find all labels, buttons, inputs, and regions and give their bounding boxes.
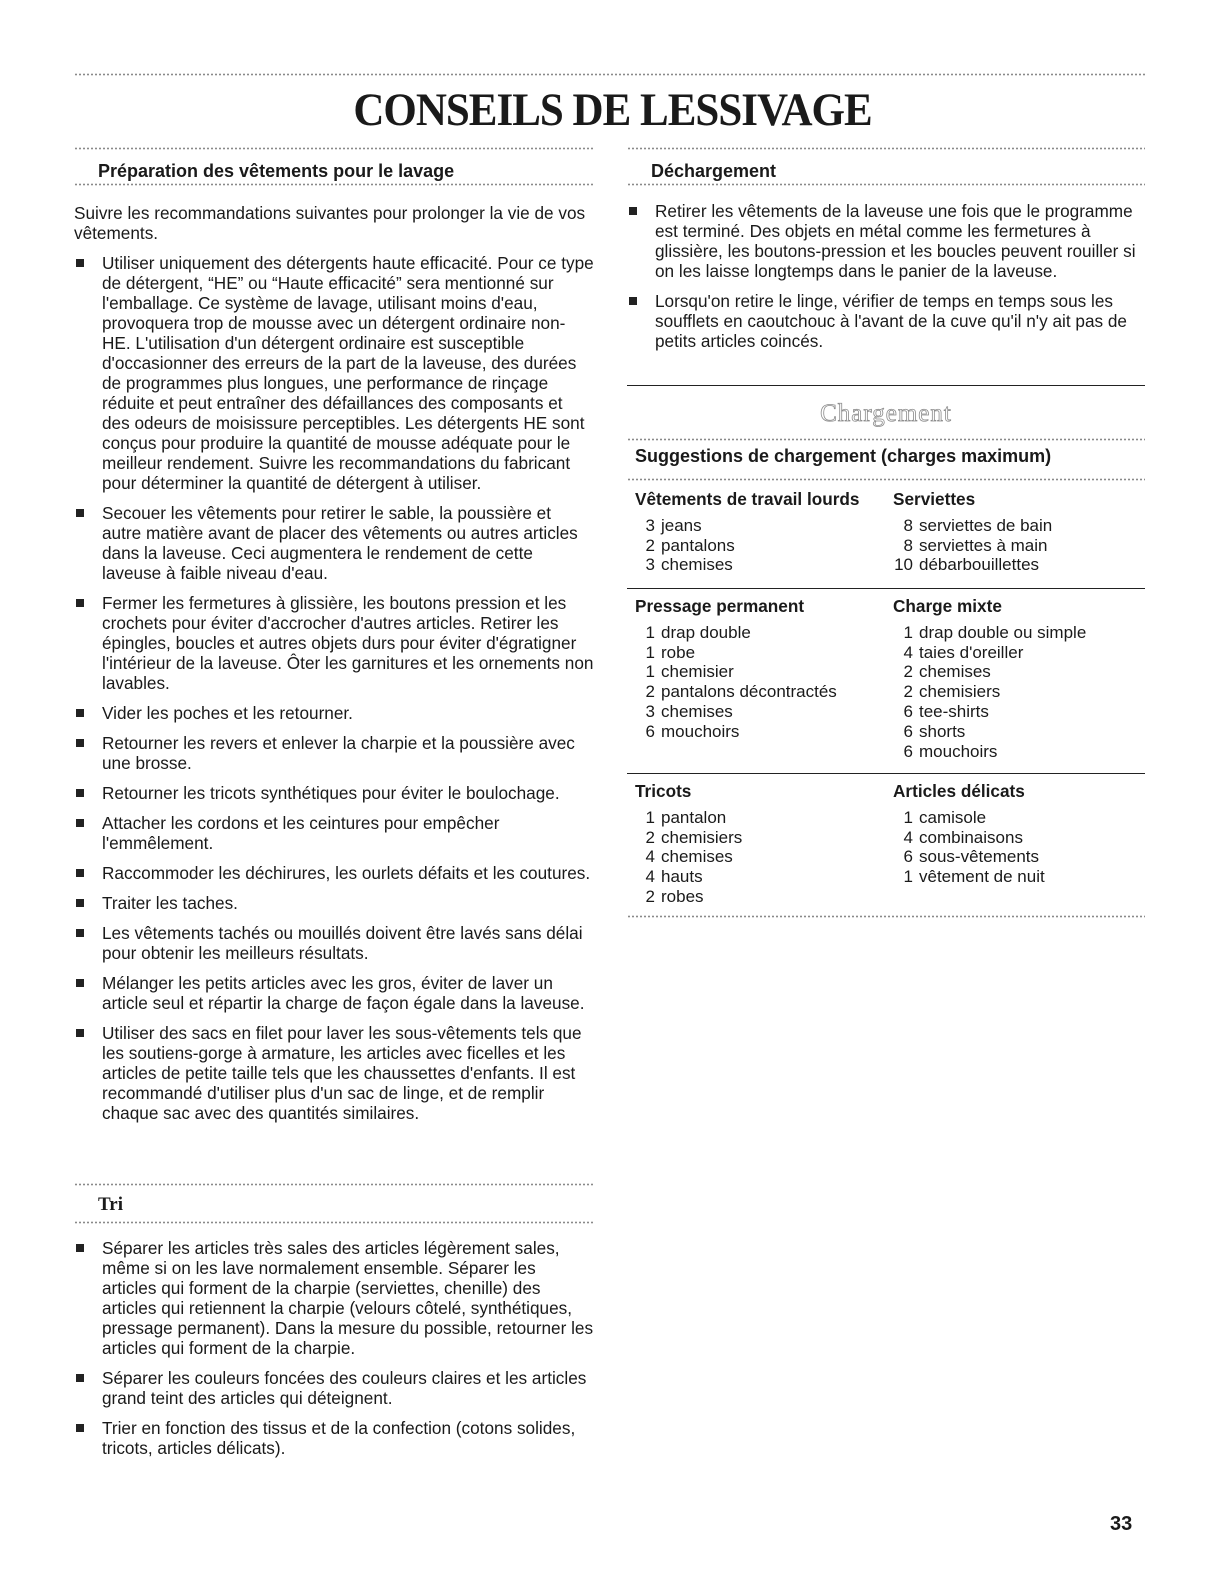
item-qty: 4 [903,642,913,662]
item-qty: 1 [645,807,655,827]
list-item [893,623,1143,643]
list-item: Attacher les cordons et les ceintures pour empêcher l'emmêlement. [74,813,594,853]
item-qty: 1 [645,642,655,662]
item-qty: 6 [903,847,913,867]
load-group-heading: Articles délicats [893,781,1025,801]
list-item: Raccommoder les déchirures, les ourlets défaits et les coutures. [74,863,594,883]
list-item [635,536,885,556]
list-item: Séparer les articles très sales des articles légèrement sales, même si on les lave normalement ensemble. Séparer les articles qui forment de la charpie (serviettes, chenille) des articles qui retiennent la charpie (velours côtelé, synthétiques, pressage permanent). Dans la mesure du possible, retourner les articles qui forment de la charpie. [74,1238,594,1358]
left-column [74,150,594,1123]
list-item [635,662,885,682]
page-title: CONSEILS DE LESSIVAGE [353,85,872,136]
item-qty: 1 [645,622,655,642]
list-item [893,828,1143,848]
item-name: chemises [661,701,733,721]
list-item [635,702,885,722]
dechargement-rule-bottom [627,183,1145,186]
list-item [893,722,1143,742]
load-group-heading: Vêtements de travail lourds [635,489,860,509]
tri-rule-top [74,1183,594,1186]
item-name: tee-shirts [919,701,989,721]
load-group-heading: Tricots [635,781,692,801]
item-qty: 4 [645,867,655,887]
load-group [635,490,885,575]
list-item: Retourner les revers et enlever la charpie et la poussière avec une brosse. [74,733,594,773]
list-item: Vider les poches et les retourner. [74,703,594,723]
top-rule [74,73,1145,76]
item-name: serviettes à main [919,535,1048,555]
chargement-divider [627,385,1145,386]
list-item [635,682,885,702]
item-name: pantalon [661,807,727,827]
item-name: robe [661,642,696,662]
tri-list [74,1238,594,1458]
list-item: Trier en fonction des tissus et de la confection (cotons solides, tricots, articles délicats). [74,1418,594,1458]
item-qty: 6 [645,721,655,741]
item-name: drap double ou simple [919,622,1087,642]
chargement-rule-bottom [627,915,1145,918]
list-item: Lorsqu'on retire le linge, vérifier de temps en temps sous les soufflets en caoutchouc à l'avant de la cuve qu'il n'y ait pas de petits articles coincés. [627,291,1145,351]
list-item [893,867,1143,887]
list-item [893,536,1143,556]
preparation-intro: Suivre les recommandations suivantes pour prolonger la vie de vos vêtements. [74,203,586,243]
item-qty: 2 [903,662,913,682]
list-item [635,828,885,848]
item-qty: 4 [903,827,913,847]
item-qty: 1 [903,622,913,642]
item-name: pantalons [661,535,735,555]
list-item [635,722,885,742]
load-group [893,490,1143,575]
chargement-subheading: Suggestions de chargement (charges maximum) [635,446,1052,466]
list-item: Traiter les taches. [74,893,594,913]
item-qty: 3 [645,555,655,575]
item-qty: 6 [903,741,913,761]
suggestions-rule [627,478,1145,481]
chargement-title: Chargement [820,400,952,427]
tri-rule-bottom [74,1221,594,1224]
list-item [635,808,885,828]
preparation-list [74,253,594,1123]
item-name: drap double [661,622,751,642]
item-name: mouchoirs [661,721,740,741]
list-item [635,643,885,663]
list-item [635,887,885,907]
item-name: chemises [919,662,991,682]
item-name: chemises [661,847,733,867]
list-item: Fermer les fermetures à glissière, les boutons pression et les crochets pour éviter d'accrocher d'autres articles. Retirer les épingles, boucles et autres objets durs pour éviter d'égratigner l'intérieur de la laveuse. Ôter les garnitures et les ornements non lavables. [74,593,594,693]
item-name: camisole [919,807,987,827]
item-name: jeans [661,515,702,535]
item-name: robes [661,886,704,906]
item-qty: 1 [903,807,913,827]
item-name: pantalons décontractés [661,682,837,702]
item-qty: 2 [645,886,655,906]
preparation-heading: Préparation des vêtements pour le lavage [98,161,455,181]
list-item: Utiliser uniquement des détergents haute efficacité. Pour ce type de détergent, “HE” ou “Haute efficacité” sera mentionné sur l'emballage. Ce système de lavage, utilisant moins d'eau, provoquera trop de mousse avec un détergent ordinaire non-HE. L'utilisation d'un détergent ordinaire est susceptible d'occasionner des erreurs de la part de la laveuse, des durées de programmes plus longues, une performance de rinçage réduite et peut entraîner des défaillances des composants et des odeurs de moisissure perceptibles. Les détergents HE sont conçus pour produire la quantité de mousse adéquate pour le meilleur rendement. Suivre les recommandations du fabricant pour déterminer la quantité de détergent à utiliser. [74,253,594,493]
item-qty: 2 [645,682,655,702]
list-item [893,643,1143,663]
item-qty: 8 [903,535,913,555]
list-item: Les vêtements tachés ou mouillés doivent être lavés sans délai pour obtenir les meilleurs résultats. [74,923,594,963]
item-name: chemisiers [661,827,743,847]
dechargement-section [627,191,1145,351]
page-number: 33 [1110,1513,1133,1535]
list-item [893,847,1143,867]
list-item: Utiliser des sacs en filet pour laver les sous-vêtements tels que les soutiens-gorge à armature, les articles avec ficelles et les articles de petite taille tels que les chaussettes d'enfants. Il est recommandé d'utiliser plus d'un sac de linge, et de remplir chaque sac avec des quantités similaires. [74,1023,594,1123]
item-name: taies d'oreiller [919,642,1024,662]
list-item [635,623,885,643]
item-name: débarbouillettes [919,555,1040,575]
list-item [893,662,1143,682]
load-group [893,782,1143,887]
list-item [893,808,1143,828]
item-name: mouchoirs [919,741,998,761]
item-qty: 4 [645,847,655,867]
dechargement-heading: Déchargement [651,161,777,181]
item-name: chemises [661,555,733,575]
list-item: Mélanger les petits articles avec les gros, éviter de laver un article seul et répartir la charge de façon égale dans la laveuse. [74,973,594,1013]
item-qty: 6 [903,701,913,721]
tri-section [74,1228,594,1458]
list-item: Secouer les vêtements pour retirer le sable, la poussière et autre matière avant de placer des vêtements ou autres articles dans la laveuse. Ceci augmentera le rendement de cette laveuse à faible niveau d'eau. [74,503,594,583]
list-item [635,867,885,887]
list-item [893,682,1143,702]
dechargement-rule-top [627,147,1145,150]
group-divider [627,773,1145,774]
list-item [893,516,1143,536]
item-qty: 8 [903,515,913,535]
item-qty: 6 [903,721,913,741]
load-group-heading: Charge mixte [893,596,1002,616]
list-item: Retirer les vêtements de la laveuse une fois que le programme est terminé. Des objets en métal comme les fermetures à glissière, les boutons-pression et les boucles peuvent rouiller si on les laisse longtemps dans le panier de la laveuse. [627,201,1145,281]
item-name: sous-vêtements [919,847,1039,867]
list-item [635,516,885,536]
item-name: chemisiers [919,682,1001,702]
dechargement-list [627,201,1145,351]
load-group-heading: Serviettes [893,489,976,509]
load-group [635,597,885,742]
tri-heading: Tri [98,1194,123,1215]
item-qty: 1 [903,867,913,887]
item-qty: 1 [645,662,655,682]
item-name: serviettes de bain [919,515,1053,535]
list-item: Séparer les couleurs foncées des couleurs claires et les articles grand teint des articles qui déteignent. [74,1368,594,1408]
item-qty: 2 [645,827,655,847]
item-name: shorts [919,721,966,741]
list-item [893,742,1143,762]
item-name: combinaisons [919,827,1023,847]
list-item: Retourner les tricots synthétiques pour éviter le boulochage. [74,783,594,803]
load-group [635,782,885,907]
item-name: hauts [661,867,703,887]
load-group [893,597,1143,761]
chargement-rule [627,438,1145,441]
list-item [635,847,885,867]
item-qty: 2 [645,535,655,555]
list-item [893,702,1143,722]
item-qty: 3 [645,515,655,535]
list-item [635,555,885,575]
item-name: chemisier [661,662,734,682]
list-item [893,555,1143,575]
load-group-heading: Pressage permanent [635,596,805,616]
item-qty: 10 [894,555,913,575]
group-divider [627,588,1145,589]
item-qty: 3 [645,701,655,721]
item-qty: 2 [903,682,913,702]
item-name: vêtement de nuit [919,867,1045,887]
